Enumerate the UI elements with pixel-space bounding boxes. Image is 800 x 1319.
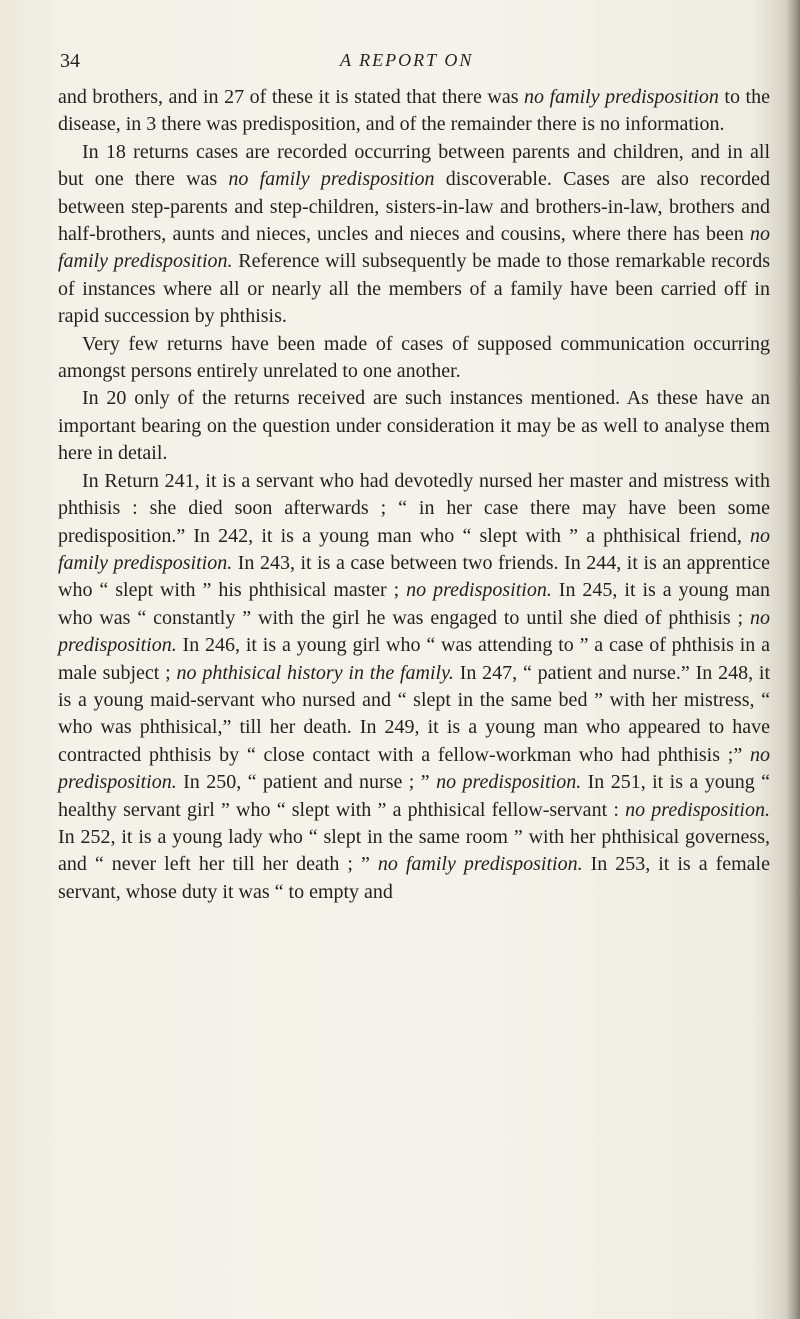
- text-run: In 20 only of the returns received are such instances mentioned. As these have an important bearing on the question under consideration it may be as well to analyse them here in detail.: [58, 387, 770, 465]
- italic-text: no predisposition.: [406, 579, 552, 602]
- italic-text: no family predisposition.: [377, 853, 583, 876]
- text-run: In 250, “ patient and nurse ; ”: [176, 771, 437, 794]
- text-run: In 245, it is a young man who was “ constantly ” with the girl he was engaged to until she died of phthisis ;: [58, 579, 770, 629]
- text-run: In 243, it is a case between two friends. In 244, it is an apprentice who “ slept with ” his phthisical master ;: [58, 551, 771, 602]
- italic-text: no family predisposition: [524, 86, 719, 108]
- text-run: Very few returns have been made of cases of supposed communication occurring amongst persons entirely unrelated to one another.: [58, 332, 770, 383]
- text-run: In 253, it is a female servant, whose duty it was “ to empty and: [58, 853, 770, 903]
- text-run: In 246, it is a young girl who “ was attending to ” a case of phthisis in a male subject ;: [58, 634, 770, 684]
- italic-text: no family predisposition.: [58, 524, 770, 574]
- text-run: and brothers, and in 27 of these it is stated that there was: [58, 86, 525, 108]
- paragraph: [58, 468, 770, 907]
- paragraph: [58, 385, 770, 467]
- text-run: to the disease, in 3 there was predisposition, and of the remainder there is no information.: [58, 86, 770, 136]
- paragraph: [58, 331, 770, 386]
- text-run: In 251, it is a young “ healthy servant girl ” who “ slept with ” a phthisical fellow-servant :: [58, 771, 771, 821]
- running-head: A REPORT ON: [340, 50, 474, 70]
- text-run: Reference will subsequently be made to those remarkable records of instances where all or nearly all the members of a family have been carried off in rapid succession by phthisis.: [58, 250, 770, 328]
- italic-text: no phthisical history in the family.: [176, 661, 454, 684]
- italic-text: no predisposition.: [58, 606, 770, 657]
- paragraph: [58, 84, 770, 139]
- paragraph: [58, 139, 770, 331]
- page-number: 34: [60, 50, 80, 72]
- text-run: In 252, it is a young lady who “ slept in the same room ” with her phthisical governess, and “ never left her till her death ; ”: [58, 825, 770, 876]
- italic-text: no predisposition.: [58, 743, 770, 794]
- italic-text: no family predisposition.: [58, 223, 770, 273]
- text-run: In Return 241, it is a servant who had devotedly nursed her master and mistress with phthisis : she died soon afterwards ; “ in her case there may have been some predisposition.” In 242, it is a young man who “ slept with ” a phthisical friend,: [58, 469, 770, 547]
- page-edge-shadow: [786, 0, 800, 1319]
- italic-text: no predisposition.: [436, 771, 582, 794]
- page-header: [0, 50, 800, 80]
- text-run: In 18 returns cases are recorded occurring between parents and children, and in all but one there was: [58, 140, 770, 191]
- text-run: In 247, “ patient and nurse.” In 248, it is a young maid-servant who nursed and “ slept in the same bed ” with her mistress, “ who was phthisical,” till her death. In 249, it is a young man who appeared to have contracted phthisis by “ close contact with a fellow-workman who had phthisis ;”: [58, 661, 770, 766]
- text-run: discoverable. Cases are also recorded between step-parents and step-children, sisters-in-law and brothers-in-law, brothers and half-brothers, aunts and nieces, uncles and nieces and cousins, where there has been: [58, 168, 770, 246]
- italic-text: no predisposition.: [625, 798, 770, 821]
- body-text: [58, 84, 770, 906]
- italic-text: no family predisposition: [228, 168, 435, 191]
